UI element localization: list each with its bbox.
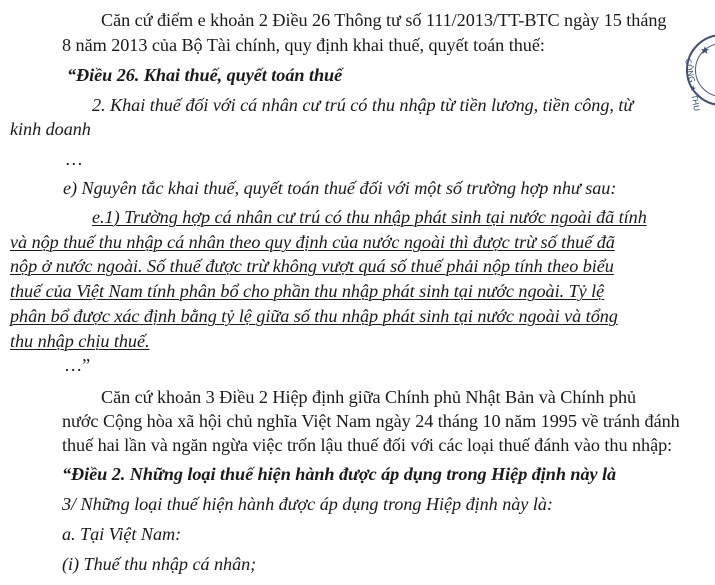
item-e1-line-2: và nộp thuế thu nhập cá nhân theo quy định của nước ngoài thì được trừ số thuế đã [10,232,615,252]
item-e1-line-3: nộp ở nước ngoài. Số thuế được trừ không vượt quá số thuế phải nộp tính theo biểu [10,256,614,276]
paragraph-1-line-2: 8 năm 2013 của Bộ Tài chính, quy định khai thuế, quyết toán thuế: [62,35,545,55]
item-e1-line-1: e.1) Trường hợp cá nhân cư trú có thu nhập phát sinh tại nước ngoài đã tính [92,207,647,227]
ellipsis-close-quote: …” [64,355,91,375]
item-e1-line-4: thuế của Việt Nam tính phân bổ cho phần thu nhập phát sinh tại nước ngoài. Tỷ lệ [10,281,605,301]
item-e1-line-5: phân bổ được xác định bằng tỷ lệ giữa số thu nhập phát sinh tại nước ngoài và tổng [10,306,618,326]
item-i: (i) Thuế thu nhập cá nhân; [62,554,257,574]
article-26-heading: “Điều 26. Khai thuế, quyết toán thuế [67,65,343,85]
official-seal [683,34,715,112]
clause-2-line-1: 2. Khai thuế đối với cá nhân cư trú có thu nhập từ tiền lương, tiền công, từ [92,95,634,115]
clause-3-heading: 3/ Những loại thuế hiện hành được áp dụng trong Hiệp định này là: [62,494,553,514]
seal-star-icon: ★ [700,45,710,57]
ellipsis-1: … [66,149,83,169]
paragraph-2-line-2: nước Cộng hòa xã hội chủ nghĩa Việt Nam ngày 24 tháng 10 năm 1995 về tránh đánh [62,411,680,431]
paragraph-2-line-1: Căn cứ khoản 3 Điều 2 Hiệp định giữa Chính phủ Nhật Bản và Chính phủ [101,387,637,407]
paragraph-2-line-3: thuế hai lần và ngăn ngừa việc trốn lậu thuế đối với các loại thuế đánh vào thu nhập: [62,435,673,455]
seal-text: CÔNG ★ THU [683,58,702,112]
clause-2-line-2: kinh doanh [10,119,91,139]
item-e1-line-6: thu nhập chịu thuế. [10,331,150,351]
item-e-heading: e) Nguyên tắc khai thuế, quyết toán thuế đối với một số trường hợp như sau: [63,178,617,198]
paragraph-1-line-1: Căn cứ điểm e khoản 2 Điều 26 Thông tư số 111/2013/TT-BTC ngày 15 tháng [101,10,667,30]
item-a-heading: a. Tại Việt Nam: [62,524,182,544]
article-2-heading: “Điều 2. Những loại thuế hiện hành được áp dụng trong Hiệp định này là [62,464,617,484]
